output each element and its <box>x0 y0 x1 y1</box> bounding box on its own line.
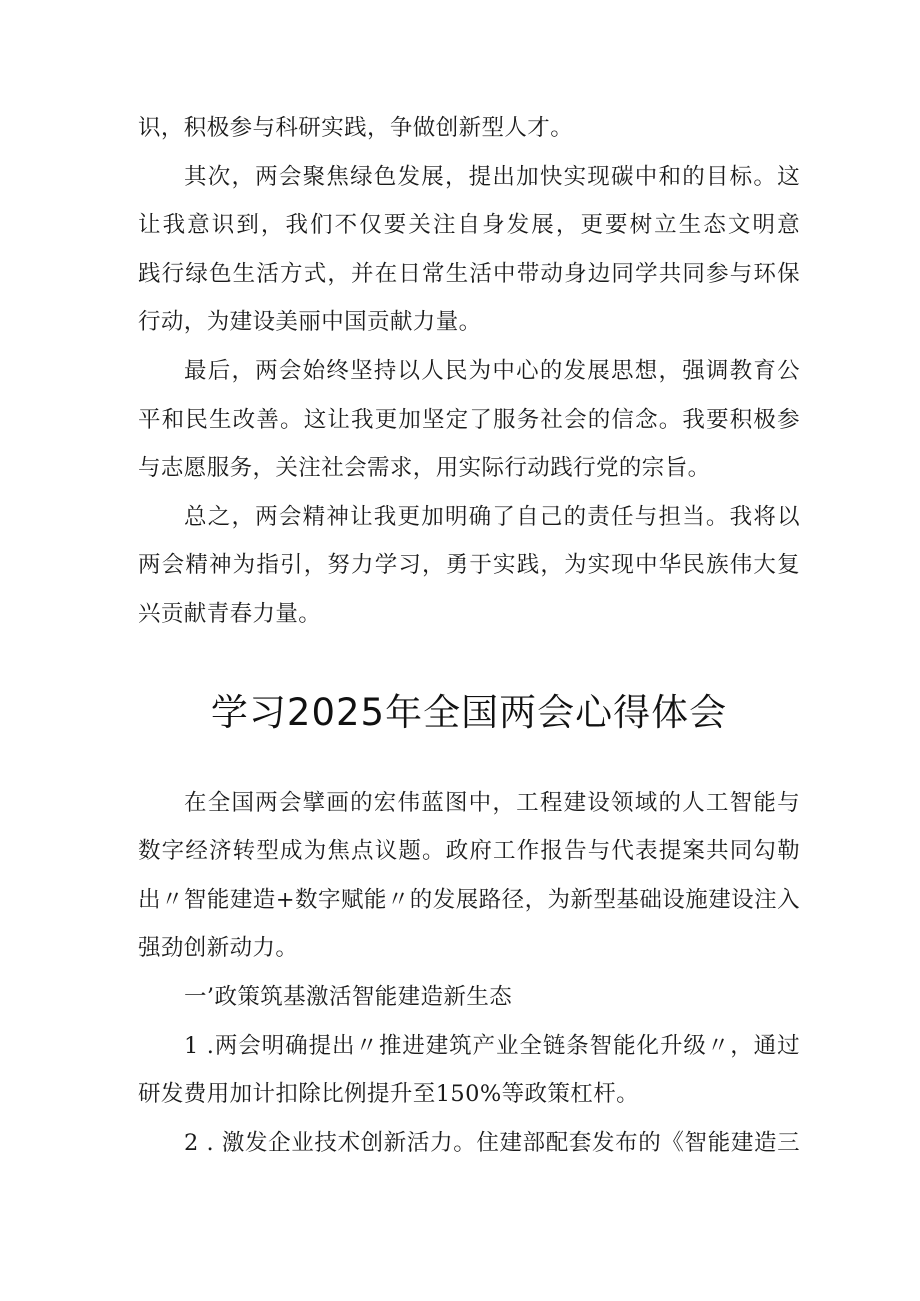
paragraph-line: 强劲创新动力。 <box>138 935 299 962</box>
list-item-line: 1 .两会明确提出〃推进建筑产业全链条智能化升级〃，通过 <box>184 1032 800 1059</box>
section-heading: 一’政策筑基激活智能建造新生态 <box>184 983 513 1010</box>
list-item-line: 2 . 激发企业技术创新活力。住建部配套发布的《智能建造三 <box>184 1129 800 1156</box>
paragraph-line: 出〃智能建造+数字赋能〃的发展路径，为新型基础设施建设注入 <box>138 886 800 913</box>
document-title: 学习2025年全国两会心得体会 <box>210 690 728 734</box>
paragraph-line: 数字经济转型成为焦点议题。政府工作报告与代表提案共同勾勒 <box>138 838 800 865</box>
paragraph-line: 兴贡献青春力量。 <box>138 600 322 627</box>
paragraph-line: 最后，两会始终坚持以人民为中心的发展思想，强调教育公 <box>184 357 800 384</box>
list-item-line: 研发费用加计扣除比例提升至150%等政策杠杆。 <box>138 1081 640 1108</box>
paragraph-line: 践行绿色生活方式，并在日常生活中带动身边同学共同参与环保 <box>138 260 800 287</box>
paragraph-line: 识，积极参与科研实践，争做创新型人才。 <box>138 115 574 141</box>
spacer <box>138 743 800 779</box>
paragraph-line: 平和民生改善。这让我更加坚定了服务社会的信念。我要积极参 <box>138 406 800 433</box>
paragraph-line: 让我意识到，我们不仅要关注自身发展，更要树立生态文明意 <box>138 212 800 239</box>
document-page <box>138 104 800 1167</box>
paragraph-line: 总之，两会精神让我更加明确了自己的责任与担当。我将以 <box>184 503 800 530</box>
spacer <box>138 639 800 683</box>
paragraph-line: 在全国两会擘画的宏伟蓝图中，工程建设领域的人工智能与 <box>184 789 800 816</box>
paragraph-line: 两会精神为指引，努力学习，勇于实践，为实现中华民族伟大复 <box>138 552 800 579</box>
paragraph-line: 与志愿服务，关注社会需求，用实际行动践行党的宗旨。 <box>138 455 711 482</box>
paragraph-line: 行动，为建设美丽中国贡献力量。 <box>138 309 482 336</box>
paragraph-line: 其次，两会聚焦绿色发展，提出加快实现碳中和的目标。这 <box>184 163 800 190</box>
